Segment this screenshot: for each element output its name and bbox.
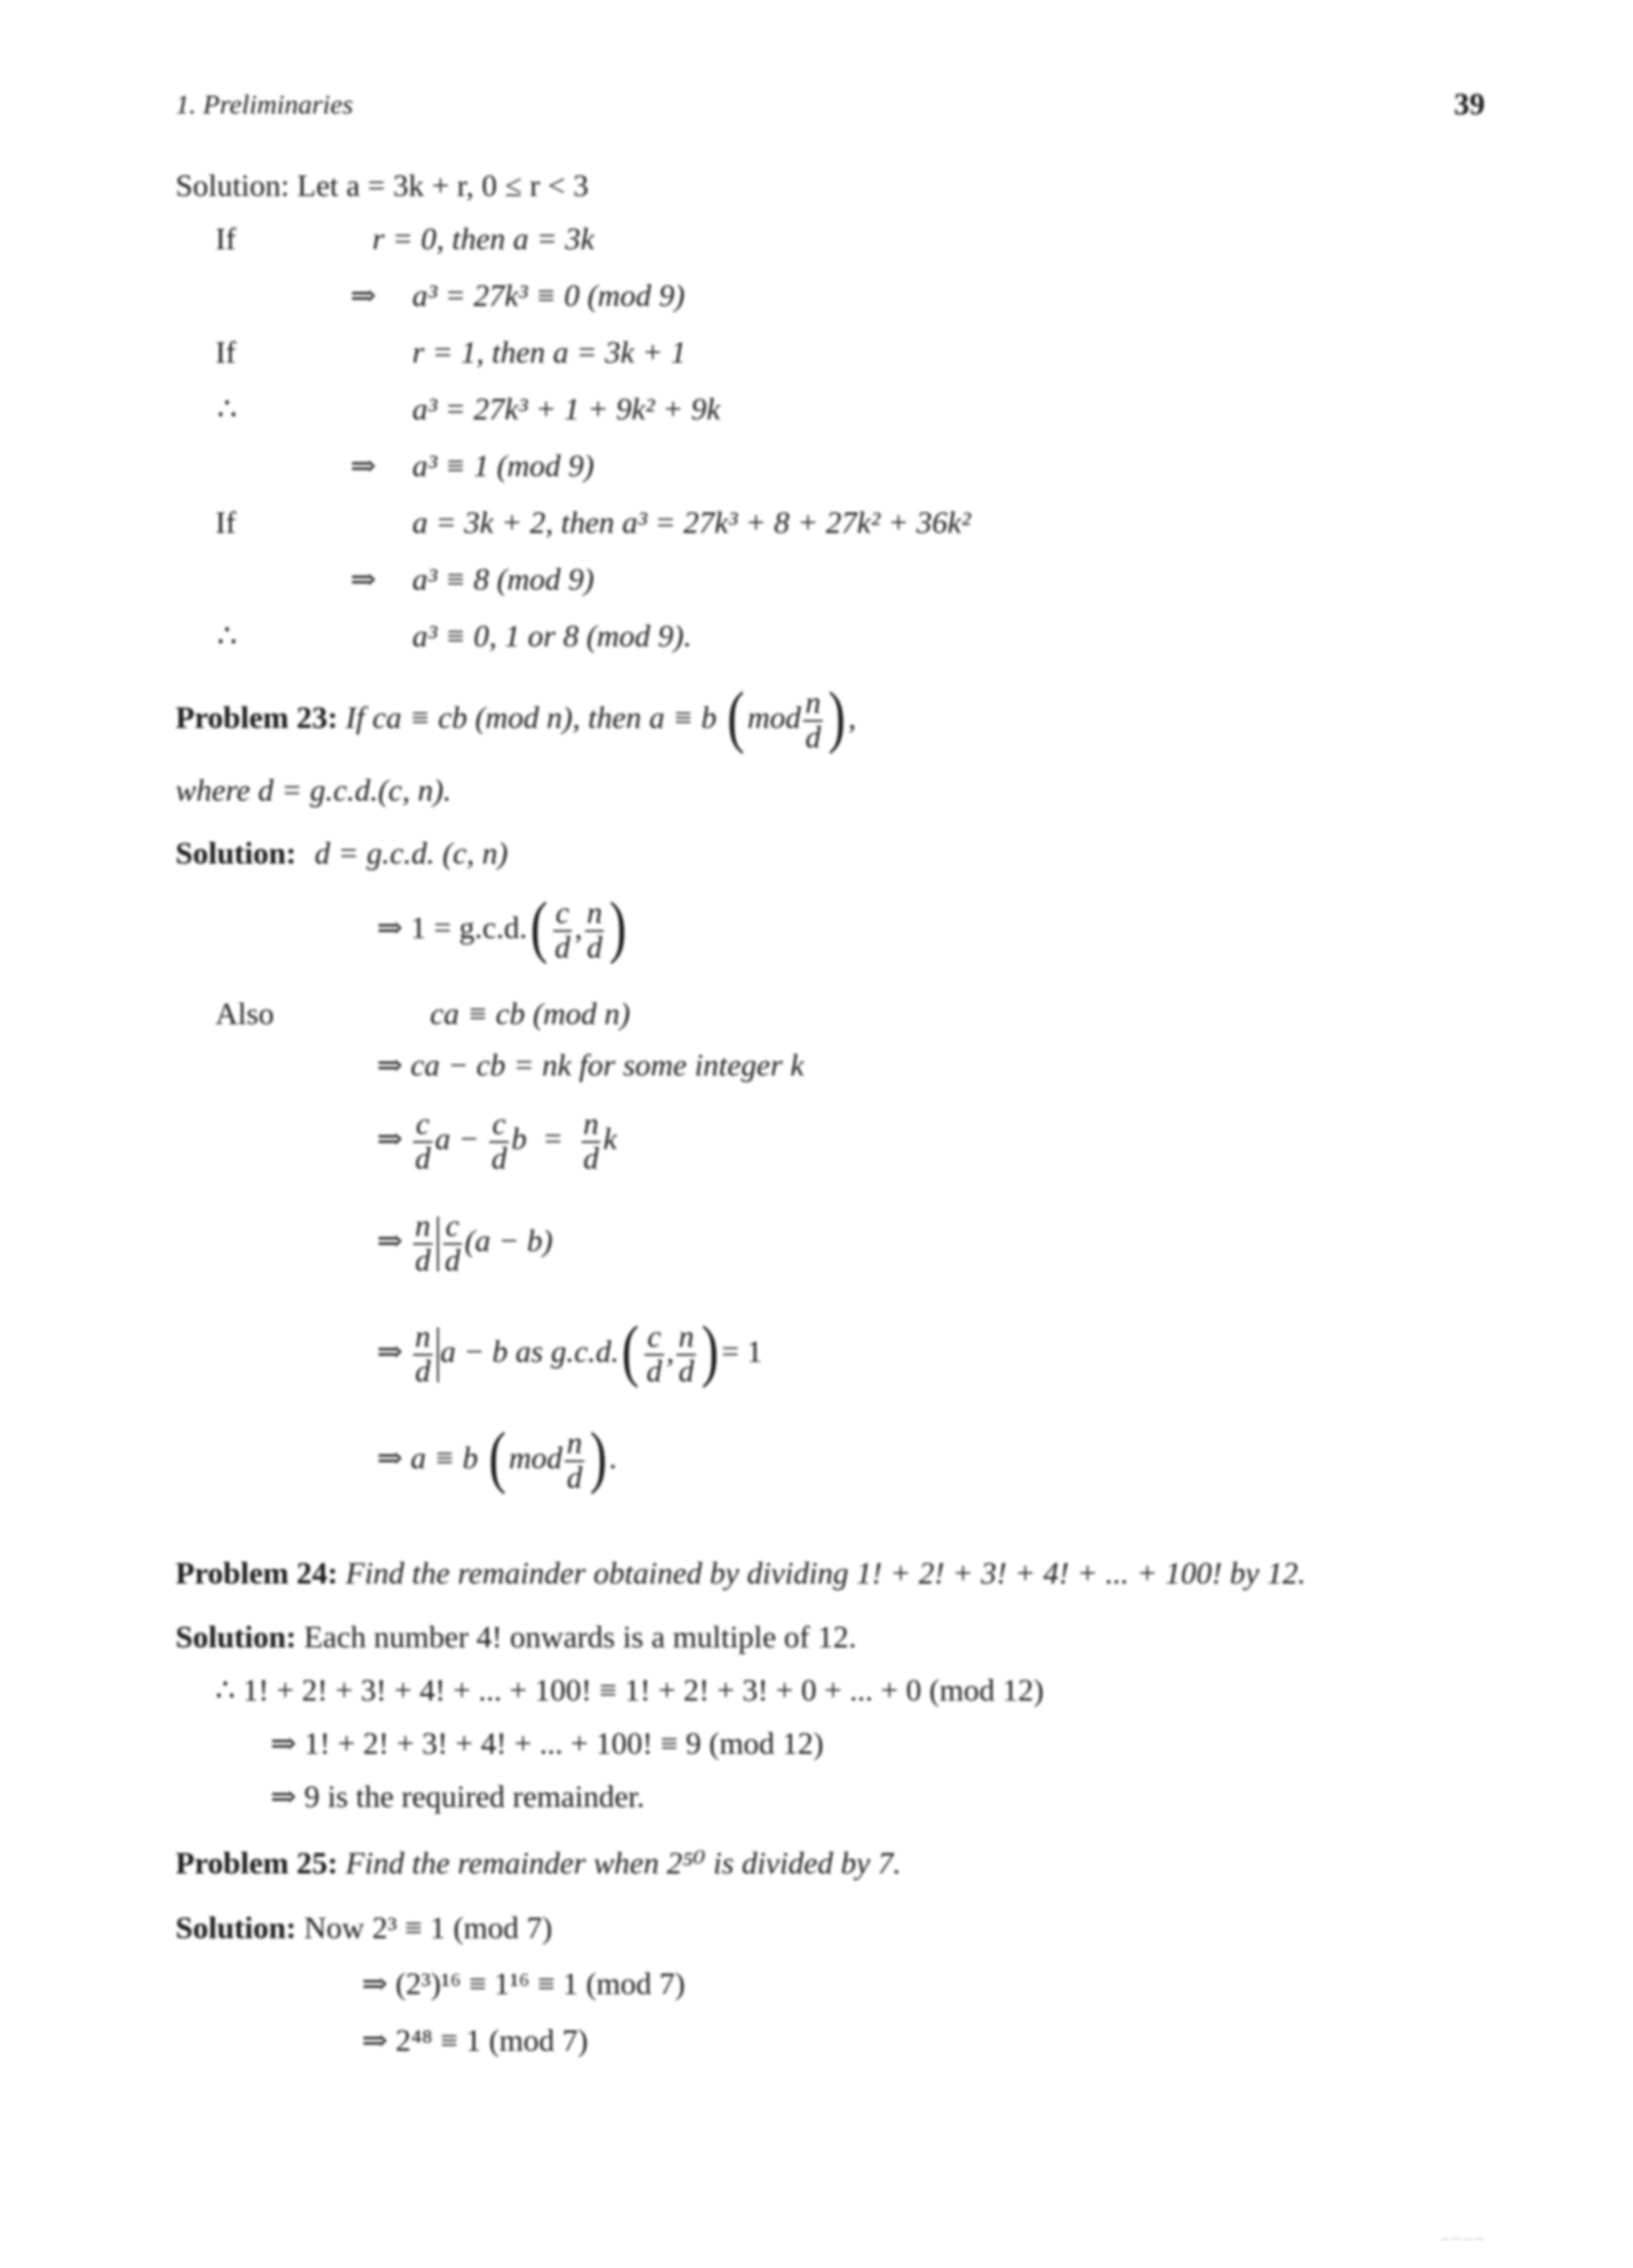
- cube-conclusion: a³ ≡ 0, 1 or 8 (mod 9).: [412, 619, 692, 653]
- power-step: ⇒ (2³)¹⁶ ≡ 1¹⁶ ≡ 1 (mod 7): [362, 1967, 685, 2001]
- divide-by-d-step: ⇒ $\frac{c}{d}$ a − $\frac{c}{d}$ b = $\frac{n}{d}$ k: [377, 1107, 617, 1176]
- if-label: If: [215, 222, 237, 256]
- solution-label: Solution:: [176, 1620, 297, 1654]
- factorial-congruence: ∴ 1! + 2! + 3! + 4! + ... + 100! ≡ 1! + 2! + 3! + 0 + ... + 0 (mod 12): [215, 1673, 1044, 1708]
- case-r1-result: a³ ≡ 1 (mod 9): [412, 449, 595, 483]
- footer-mark: — — — —: [1441, 2234, 1483, 2244]
- case-r1-expansion: a³ = 27k³ + 1 + 9k² + 9k: [412, 392, 721, 426]
- factorial-sum-result: ⇒ 1! + 2! + 3! + 4! + ... + 100! ≡ 9 (mod 12): [270, 1726, 824, 1761]
- problem-25: [176, 1846, 901, 1881]
- case-r0-result: a³ = 27k³ ≡ 0 (mod 9): [412, 278, 685, 313]
- right-paren: ): [828, 676, 846, 755]
- problem-24: [176, 1556, 1306, 1592]
- power-result: ⇒ 2⁴⁸ ≡ 1 (mod 7): [362, 2023, 589, 2058]
- mod-word: mod: [747, 700, 801, 735]
- case-r0: r = 0, then a = 3k: [372, 222, 595, 256]
- congruence-given: ca ≡ cb (mod n): [430, 997, 630, 1031]
- solution-intro: [176, 168, 589, 204]
- chapter-header: 1. Preliminaries: [176, 89, 354, 120]
- problem-statement: Find the remainder when 2⁵⁰ is divided by 7.: [345, 1846, 902, 1881]
- implies-symbol: ⇒: [350, 449, 377, 483]
- also-label: Also: [215, 997, 275, 1031]
- solution-23: [176, 836, 508, 872]
- difference-step: ⇒ ca − cb = nk for some integer k: [377, 1048, 804, 1083]
- coprime-step: ⇒ $\frac{n}{d}$ a − b as g.c.d.( $\frac{c}{d}$ , $\frac{n}{d}$ )= 1: [377, 1310, 762, 1388]
- gcd-definition: d = g.c.d. (c, n): [314, 836, 508, 871]
- line-text: Solution: Let a = 3k + r, 0 ≤ r < 3: [176, 168, 589, 203]
- case-r2: a = 3k + 2, then a³ = 27k³ + 8 + 27k² + 36k²: [412, 505, 971, 540]
- implies-symbol: ⇒: [350, 562, 377, 597]
- therefore-symbol: ∴: [217, 619, 238, 653]
- problem-statement: Find the remainder obtained by dividing 1! + 2! + 3! + 4! + ... + 100! by 12.: [345, 1556, 1306, 1591]
- solution-label: Solution:: [176, 836, 297, 871]
- problem-label: Problem 25:: [176, 1846, 339, 1881]
- problem-23-conclusion: ⇒ a ≡ b (mod $\frac{n}{d}$ ).: [377, 1417, 618, 1495]
- solution-label: Solution:: [176, 1911, 297, 1945]
- solution-25: Solution: Now 2³ ≡ 1 (mod 7): [176, 1911, 552, 1945]
- therefore-symbol: ∴: [217, 392, 238, 426]
- left-paren: (: [727, 676, 745, 755]
- case-r1: r = 1, then a = 3k + 1: [412, 335, 687, 370]
- if-label: If: [215, 335, 237, 370]
- fraction-n-over-d: $\frac{n}{d}$: [805, 685, 821, 755]
- implies-symbol: ⇒: [350, 278, 377, 313]
- case-r2-result: a³ ≡ 8 (mod 9): [412, 562, 595, 597]
- solution-24: Solution: Each number 4! onwards is a multiple of 12.: [176, 1620, 856, 1654]
- problem-label: Problem 24:: [176, 1556, 339, 1591]
- problem-statement: If ca ≡ cb (mod n), then a ≡ b: [345, 700, 717, 735]
- remainder-conclusion: ⇒ 9 is the required remainder.: [270, 1779, 645, 1814]
- problem-label: Problem 23:: [176, 700, 339, 735]
- if-label: If: [215, 505, 237, 540]
- problem-23: Problem 23: If ca ≡ cb (mod n), then a ≡ b (mod $\frac{n}{d}$ ),: [176, 676, 856, 755]
- gcd-reduced: ⇒ 1 = g.c.d.( $\frac{c}{d}$ , $\frac{n}{d}$ ): [377, 887, 628, 965]
- problem-23-where: where d = g.c.d.(c, n).: [176, 773, 451, 808]
- page-number: 39: [1454, 87, 1485, 121]
- divides-step: ⇒ $\frac{n}{d}$ $\frac{c}{d}$ (a − b): [377, 1208, 553, 1278]
